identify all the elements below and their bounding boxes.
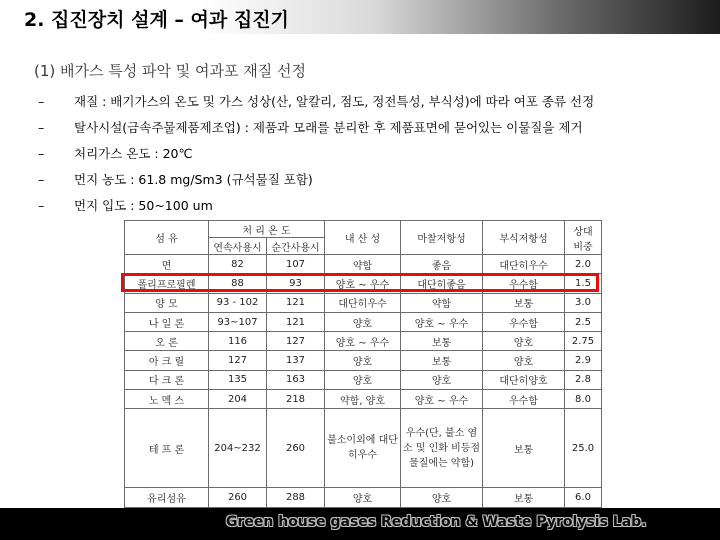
header-gravity-line1: 상대 <box>573 226 593 238</box>
cell-gravity: 6.0 <box>565 488 602 507</box>
cell-fiber: 나 일 론 <box>125 312 209 331</box>
cell-continuous: 88 <box>209 274 267 293</box>
title-bar <box>0 0 720 34</box>
cell-abrasion: 좋음 <box>401 255 483 274</box>
bullet-item <box>38 144 594 170</box>
cell-instant: 218 <box>267 390 325 409</box>
table-row <box>125 255 602 274</box>
table-row <box>125 312 602 331</box>
table-row <box>125 390 602 409</box>
header-abrasion-resistance: 마찰저항성 <box>401 221 483 255</box>
cell-acid: 양호 ~ 우수 <box>325 332 401 351</box>
bullet-item <box>38 196 594 222</box>
cell-instant: 163 <box>267 370 325 389</box>
cell-gravity: 3.0 <box>565 293 602 312</box>
dash-icon: – <box>38 198 45 213</box>
dash-icon: – <box>38 120 45 135</box>
cell-corrosion: 보통 <box>483 409 565 488</box>
bullet-text: 처리가스 온도 : 20℃ <box>74 146 193 161</box>
footer-bar <box>0 508 720 540</box>
cell-continuous: 127 <box>209 351 267 370</box>
bullet-item <box>38 92 594 118</box>
cell-fiber: 노 멕 스 <box>125 390 209 409</box>
cell-instant: 121 <box>267 293 325 312</box>
cell-fiber: 유리섬유 <box>125 488 209 507</box>
fiber-properties-table <box>124 220 602 508</box>
cell-acid: 양호 <box>325 370 401 389</box>
table-row <box>125 274 602 293</box>
cell-abrasion: 양호 <box>401 488 483 507</box>
cell-gravity: 25.0 <box>565 409 602 488</box>
bullet-item <box>38 170 594 196</box>
cell-gravity: 2.5 <box>565 312 602 331</box>
cell-corrosion: 보통 <box>483 488 565 507</box>
bullet-item <box>38 118 594 144</box>
fiber-table-wrapper <box>124 220 601 508</box>
cell-corrosion: 대단히양호 <box>483 370 565 389</box>
table-row <box>125 332 602 351</box>
cell-corrosion: 보통 <box>483 293 565 312</box>
bullet-text: 재질 : 배기가스의 온도 및 가스 성상(산, 알칼리, 점도, 정전특성, 부식성)에 따라 여포 종류 선정 <box>74 94 595 109</box>
cell-corrosion: 양호 <box>483 332 565 351</box>
header-gravity-line2: 비중 <box>573 241 593 253</box>
cell-acid: 양호 <box>325 312 401 331</box>
header-temperature: 처 리 온 도 <box>209 221 325 238</box>
header-relative-gravity <box>565 221 602 255</box>
cell-acid: 약함, 양호 <box>325 390 401 409</box>
cell-continuous: 116 <box>209 332 267 351</box>
cell-fiber: 양 모 <box>125 293 209 312</box>
cell-fiber: 테 프 론 <box>125 409 209 488</box>
cell-corrosion: 양호 <box>483 351 565 370</box>
table-row <box>125 351 602 370</box>
cell-acid: 대단히우수 <box>325 293 401 312</box>
cell-instant: 93 <box>267 274 325 293</box>
cell-abrasion: 대단히좋음 <box>401 274 483 293</box>
cell-continuous: 204 <box>209 390 267 409</box>
cell-fiber: 면 <box>125 255 209 274</box>
table-row <box>125 488 602 507</box>
table-header-row <box>125 221 602 238</box>
cell-gravity: 2.75 <box>565 332 602 351</box>
cell-instant: 260 <box>267 409 325 488</box>
bullet-text: 먼지 농도 : 61.8 mg/Sm3 (규석물질 포함) <box>74 172 313 187</box>
cell-fiber: 아 크 릴 <box>125 351 209 370</box>
cell-gravity: 8.0 <box>565 390 602 409</box>
cell-corrosion: 대단히우수 <box>483 255 565 274</box>
header-continuous-use: 연속사용시 <box>209 238 267 255</box>
cell-instant: 127 <box>267 332 325 351</box>
cell-abrasion: 보통 <box>401 351 483 370</box>
cell-acid: 불소이외에 대단히우수 <box>325 409 401 488</box>
cell-instant: 137 <box>267 351 325 370</box>
cell-acid: 약함 <box>325 255 401 274</box>
cell-continuous: 93 - 102 <box>209 293 267 312</box>
bullet-text: 탈사시설(금속주물제품제조업) : 제품과 모래를 분리한 후 제품표면에 묻어있는 이물질을 제거 <box>74 120 583 135</box>
cell-continuous: 93~107 <box>209 312 267 331</box>
cell-continuous: 260 <box>209 488 267 507</box>
cell-continuous: 82 <box>209 255 267 274</box>
cell-continuous: 135 <box>209 370 267 389</box>
cell-instant: 288 <box>267 488 325 507</box>
cell-acid: 양호 <box>325 351 401 370</box>
cell-abrasion: 보통 <box>401 332 483 351</box>
dash-icon: – <box>38 146 45 161</box>
cell-corrosion: 우수함 <box>483 312 565 331</box>
cell-acid: 양호 ~ 우수 <box>325 274 401 293</box>
bullet-list <box>38 92 594 222</box>
cell-gravity: 2.9 <box>565 351 602 370</box>
footer-lab-name: Green house gases Reduction & Waste Pyrolysis Lab. <box>226 514 647 530</box>
dash-icon: – <box>38 172 45 187</box>
cell-fiber: 다 크 론 <box>125 370 209 389</box>
cell-abrasion: 양호 ~ 우수 <box>401 390 483 409</box>
cell-continuous: 204~232 <box>209 409 267 488</box>
dash-icon: – <box>38 94 45 109</box>
table-row <box>125 409 602 488</box>
cell-instant: 121 <box>267 312 325 331</box>
cell-instant: 107 <box>267 255 325 274</box>
cell-acid: 양호 <box>325 488 401 507</box>
header-acid-resistance: 내 산 성 <box>325 221 401 255</box>
cell-abrasion: 양호 ~ 우수 <box>401 312 483 331</box>
cell-fiber: 오 론 <box>125 332 209 351</box>
cell-gravity: 2.0 <box>565 255 602 274</box>
header-corrosion-resistance: 부식저항성 <box>483 221 565 255</box>
cell-abrasion: 양호 <box>401 370 483 389</box>
cell-corrosion: 우수함 <box>483 274 565 293</box>
table-row <box>125 370 602 389</box>
cell-abrasion: 약함 <box>401 293 483 312</box>
cell-gravity: 1.5 <box>565 274 602 293</box>
slide-title: 2. 집진장치 설계 – 여과 집진기 <box>24 9 289 31</box>
header-fiber: 섬 유 <box>125 221 209 255</box>
header-instant-use: 순간사용시 <box>267 238 325 255</box>
table-row <box>125 293 602 312</box>
cell-corrosion: 우수함 <box>483 390 565 409</box>
cell-gravity: 2.8 <box>565 370 602 389</box>
section-subtitle: (1) 배가스 특성 파악 및 여과포 재질 선정 <box>34 62 306 80</box>
bullet-text: 먼지 입도 : 50~100 um <box>74 198 213 213</box>
cell-fiber: 폴리프로필렌 <box>125 274 209 293</box>
cell-abrasion: 우수(단, 불소 염소 및 인화 비등점 물질에는 약함) <box>401 409 483 488</box>
